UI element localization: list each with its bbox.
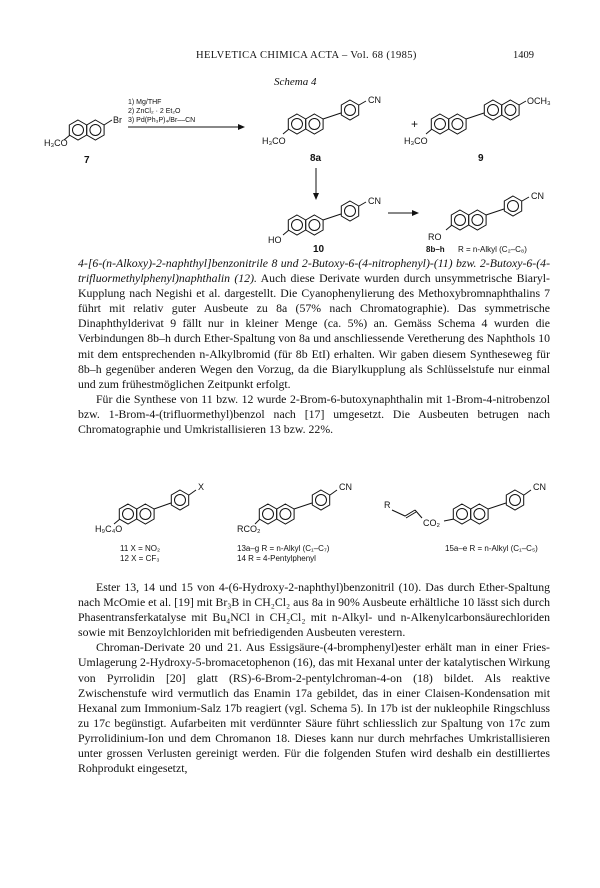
- journal-title: HELVETICA CHIMICA ACTA – Vol. 68 (1985): [196, 50, 417, 61]
- page-number: 1409: [513, 50, 534, 61]
- h3co-label: H₃CO: [262, 136, 286, 146]
- compound-11-12-structure: [95, 482, 204, 563]
- cn-label: CN: [531, 191, 544, 201]
- label-10: 10: [313, 244, 325, 255]
- body-text-2: [78, 580, 550, 776]
- cn-label: CN: [368, 95, 381, 105]
- label-8bh-r: R = n-Alkyl (C₂–C₈): [458, 245, 527, 254]
- compound-9-structure: [404, 96, 551, 164]
- label-15: 15a–e R = n-Alkyl (C₁–C₅): [445, 544, 538, 553]
- reagent-1: 1) Mg/THF: [128, 99, 162, 106]
- och3-label: OCH₃: [527, 96, 551, 106]
- structures-11-15: [60, 466, 560, 576]
- cn-label: CN: [533, 482, 546, 492]
- h3co-label: H₃CO: [404, 136, 428, 146]
- reagent-3: 3) Pd(Ph₃P)₄/Br––CN: [128, 117, 196, 124]
- plus-sign: +: [411, 117, 419, 131]
- compound-8bh-structure: [426, 191, 544, 254]
- label-12: 12 X = CF₃: [120, 554, 160, 563]
- rco2-label: RCO₂: [237, 524, 261, 534]
- body-text-1: [78, 256, 550, 437]
- reaction-scheme: [0, 0, 600, 260]
- x-label: X: [198, 482, 205, 492]
- label-9: 9: [478, 153, 484, 164]
- co2-label: CO₂: [423, 518, 440, 528]
- paragraph-2: Für die Synthese von 11 bzw. 12 wurde 2-Brom-6-butoxynaphthalin mit 1-Brom-4-nitrobenzol bzw. 1-Brom-4-(trifluormethyl)benzol nach [17] umgesetzt. Die Ausbeuten betrugen nach Chromatographie und Umkristallisieren 13 bzw. 22%.: [78, 391, 550, 437]
- reagent-2: 2) ZnCl₂ · 2 Et₂O: [128, 108, 181, 115]
- label-8a: 8a: [310, 153, 322, 164]
- label-11: 11 X = NO₂: [120, 544, 161, 553]
- compound-7-structure: [44, 115, 122, 166]
- cn-label: CN: [339, 482, 352, 492]
- label-13: 13a–g R = n-Alkyl (C₁–C₇): [237, 544, 330, 553]
- label-14: 14 R = 4-Pentylphenyl: [237, 554, 316, 563]
- compound-15-structure: [384, 482, 546, 553]
- ro-label: RO: [428, 232, 442, 242]
- paragraph-3: Ester 13, 14 und 15 von 4-(6-Hydroxy-2-naphthyl)benzonitril (10). Das durch Ether-Spaltung nach McOmie et al. [19] mit Br₃B in CH₂Cl₂ aus 8a in 90% Ausbeute erhältliche 10 lässt sich durch Phasentransferkatalyse mit Bu₄NCl in CH₂Cl₂ mit n-Alkyl- und n-Alkenylcarbonsäurechloriden sowie mit Benzoylchloriden mit befriedigenden Ausbeuten verestern.: [78, 580, 550, 640]
- reagents: [128, 99, 245, 130]
- h3co-label: H₃CO: [44, 138, 68, 148]
- ho-label: HO: [268, 235, 282, 245]
- compound-13-14-structure: [237, 482, 352, 563]
- paragraph-1: [78, 256, 550, 392]
- h9c4o-label: H₉C₄O: [95, 524, 123, 534]
- paragraph-1-heading: 4-[6-(n-Alkoxy)-2-naphthyl]benzonitrile 8 und 2-Butoxy-6-(4-nitrophenyl)-(11) bzw. 2-Butoxy-6-(4-trifluormethylphenyl)naphthalin (12).: [78, 256, 550, 286]
- r-label: R: [384, 500, 391, 510]
- cn-label: CN: [368, 196, 381, 206]
- label-8bh: 8b–h: [426, 245, 445, 254]
- compound-8a-structure: [262, 95, 381, 164]
- compound-10-structure: [268, 196, 381, 255]
- paragraph-1-body: Auch diese Derivate wurden durch unsymmetrische Biaryl-Kupplung nach Negishi et al. dargestellt. Die Cyanophenylierung des Methoxybromnaphthalins 7 führt mit relativ guter Ausbeute zu 8a (57% nach Chromatographie). Das symmetrische Dinaphthylderivat 9 fällt nur in kleiner Menge (ca. 5%) an. Gemäss Schema 4 wurden die Verbindungen 8b–h durch Ether-Spaltung von 8a und anschliessende Veretherung des Naphthols 10 mit dem entsprechenden n-Alkylbromid (für 8b EtI) erhalten. Wir gaben diesem Syntheseweg für 8b–h gegenüber anderen Wegen den Vorzug, da die Biarylkupplung als Schlüsselstufe nur einmal und zum frühestmöglichen Zeitpunkt erfolgt.: [78, 271, 550, 391]
- scheme-title: Schema 4: [274, 76, 317, 88]
- paragraph-4: Chroman-Derivate 20 und 21. Aus Essigsäure-(4-bromphenyl)ester erhält man in einer Fries-Umlagerung 2-Hydroxy-5-bromacetophenon (16), das mit Hexanal unter der katalytischen Wirkung von Pyrrolidin [20] glatt (RS)-6-Brom-2-pentylchroman-4-on (18) bildet. Als reaktive Zwischenstufe wird vermutlich das Enamin 17a gebildet, das in einer Claisen-Kondensation mit Hexanal zum Immonium-Salz 17b reagiert (vgl. Schema 5). In 17b ist der nukleophile Ringschluss zu 17c begünstigt. Aufarbeiten mit verdünnter Säure führt schliesslich zur Spaltung von 17c zum Pyrrolidinium-Ion und dem Chromanon 18. Dieses kann nur durch mehrfaches Umkristallisieren unter grossen Verlusten gereinigt werden. Für die folgenden Stufen wird deshalb ein destilliertes Rohprodukt eingesetzt,: [78, 640, 550, 776]
- label-7: 7: [84, 155, 90, 166]
- br-label: Br: [113, 115, 122, 125]
